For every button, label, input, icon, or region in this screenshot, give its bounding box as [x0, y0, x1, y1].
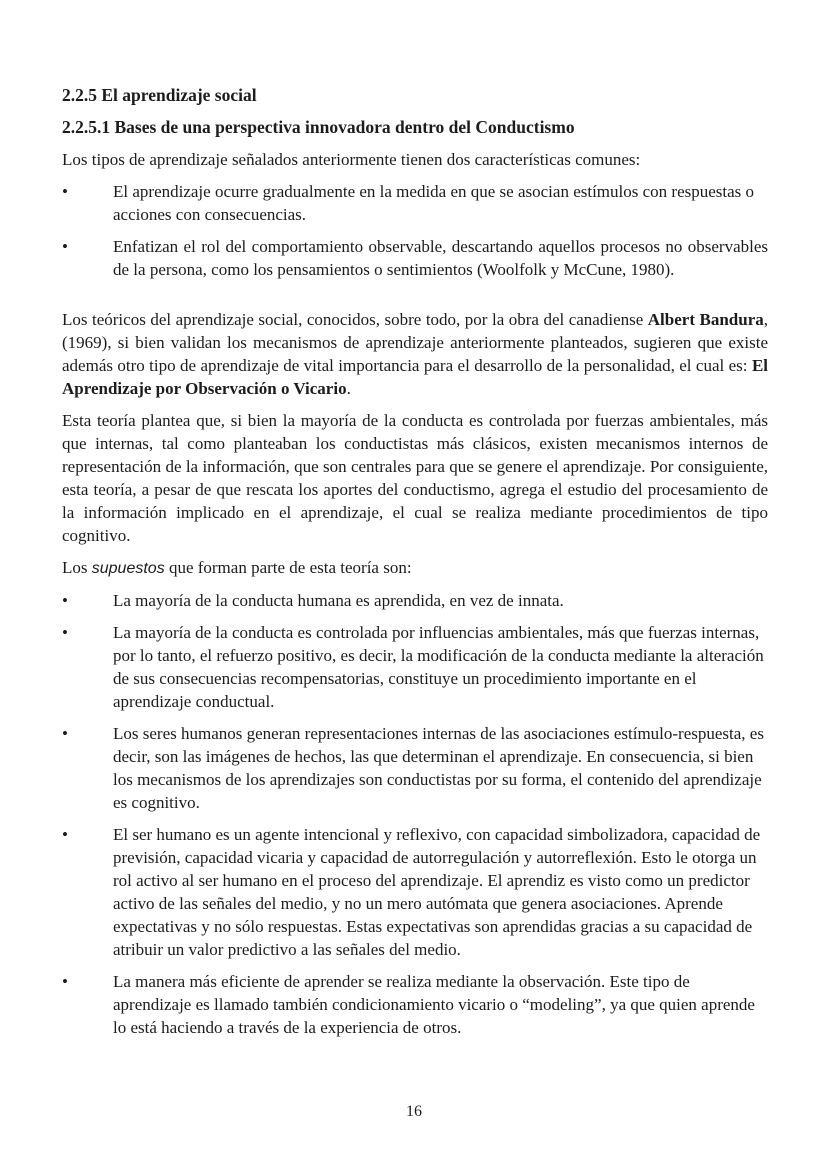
bullet-marker: • [62, 182, 68, 201]
bullet-marker: • [62, 972, 68, 991]
list-item-text: Los seres humanos generan representaciones internas de las asociaciones estímulo-respuesta, es decir, son las imágenes de hechos, las que determinan el aprendizaje. En consecuencia, si bien los mecanismos de los aprendizajes son conductistas por su forma, el contenido del aprendizaje es cognitivo. [113, 724, 764, 812]
list-item [62, 621, 768, 713]
list-item-text: La manera más eficiente de aprender se realiza mediante la observación. Este tipo de aprendizaje es llamado también condicionamiento vicario o “modeling”, ya que quien aprende lo está haciendo a través de la experiencia de otros. [113, 972, 755, 1037]
teoria-paragraph: Esta teoría plantea que, si bien la mayoría de la conducta es controlada por fuerzas ambientales, más que internas, tal como planteaban los conductistas más clásicos, existen mecanismos internos de representación de la información, que son centrales para que se genere el aprendizaje. Por consiguiente, esta teoría, a pesar de que rescata los aportes del conductismo, agrega el estudio del procesamiento de la información implicado en el aprendizaje, el cual se realiza mediante procedimientos de tipo cognitivo. [62, 411, 768, 545]
paragraph-segment: . [346, 379, 351, 398]
paragraph-segment: , (1969), si bien validan los mecanismos de aprendizaje anteriormente planteados, sugieren que existe además otro tipo de aprendizaje de vital importancia para el desarrollo de la personalidad, el cual es: [62, 310, 768, 375]
list-item [62, 589, 768, 612]
bold-concept-name: El Aprendizaje por Observación o Vicario [62, 356, 768, 398]
section-heading: 2.2.5 El aprendizaje social [62, 85, 257, 105]
paragraph-segment: que forman parte de esta teoría son: [164, 558, 412, 577]
bold-author-name: Albert Bandura [647, 310, 764, 329]
bullet-marker: • [62, 237, 68, 256]
subsection-heading: 2.2.5.1 Bases de una perspectiva innovadora dentro del Conductismo [62, 117, 575, 137]
list-item-text: El aprendizaje ocurre gradualmente en la medida en que se asocian estímulos con respuestas o acciones con consecuencias. [113, 182, 755, 224]
bandura-paragraph [62, 308, 768, 400]
bullet-marker: • [62, 623, 68, 642]
supuestos-intro-paragraph [62, 556, 768, 580]
list-item [62, 970, 768, 1039]
list-item-text: Enfatizan el rol del comportamiento observable, descartando aquellos procesos no observables de la persona, como los pensamientos o sentimientos (Woolfolk y McCune, 1980). [113, 237, 768, 279]
list-item [62, 823, 768, 961]
list-item-text: La mayoría de la conducta es controlada por influencias ambientales, más que fuerzas internas, por lo tanto, el refuerzo positivo, es decir, la modificación de la conducta mediante la alteración de sus consecuencias recompensatorias, constituye un procedimiento importante en el aprendizaje conductual. [113, 623, 764, 711]
italic-term: supuestos [91, 560, 165, 577]
bullet-marker: • [62, 591, 68, 610]
list-item [62, 235, 768, 281]
intro-paragraph: Los tipos de aprendizaje señalados anteriormente tienen dos características comunes: [62, 150, 641, 169]
paragraph-segment: Los teóricos del aprendizaje social, conocidos, sobre todo, por la obra del canadiense [62, 310, 648, 329]
page-content [62, 84, 768, 1048]
list-item [62, 180, 768, 226]
paragraph-segment: Los [62, 558, 92, 577]
page-number: 16 [406, 1103, 422, 1120]
list-item [62, 722, 768, 814]
list-item-text: La mayoría de la conducta humana es aprendida, en vez de innata. [113, 591, 564, 610]
list-item-text: El ser humano es un agente intencional y reflexivo, con capacidad simbolizadora, capacidad de previsión, capacidad vicaria y capacidad de autorregulación y autorreflexión. Esto le otorga un rol activo al ser humano en el proceso del aprendizaje. El aprendiz es visto como un predictor activo de las señales del medio, y no un mero autómata que genera asociaciones. Aprende expectativas y no sólo respuestas. Estas expectativas son aprendidas gracias a su capacidad de atribuir un valor predictivo a las señales del medio. [113, 825, 761, 959]
bullet-marker: • [62, 825, 68, 844]
bullet-marker: • [62, 724, 68, 743]
